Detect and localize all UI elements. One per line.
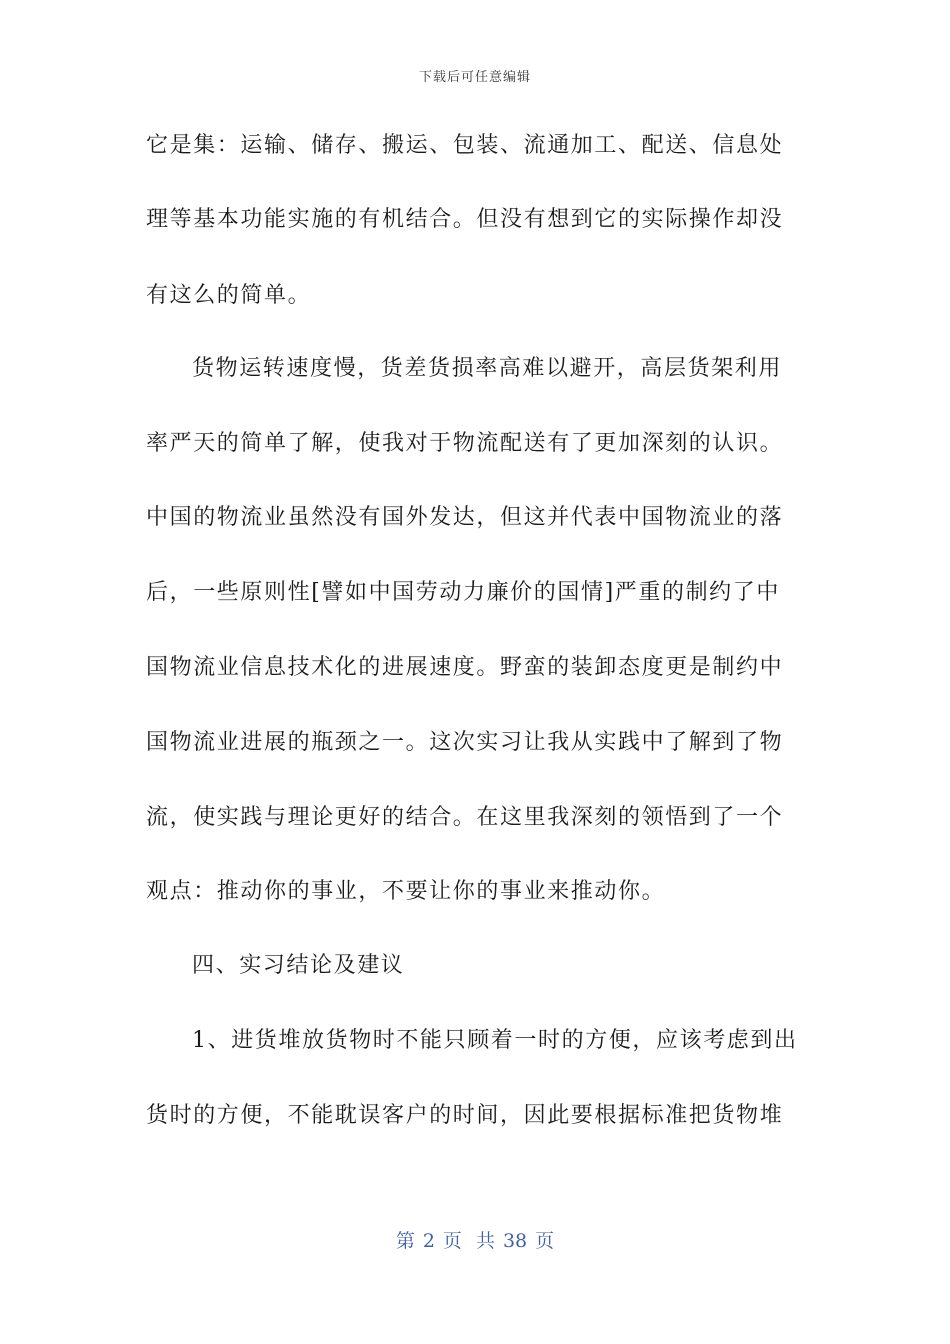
text-line: 货时的方便，不能耽误客户的时间，因此要根据标准把货物堆 <box>146 1103 784 1128</box>
text-line: 率严天的简单了解，使我对于物流配送有了更加深刻的认识。 <box>146 431 784 456</box>
footer-pages-label: 页 <box>535 1230 555 1252</box>
paragraph-start-line: 货物运转速度慢，货差货损率高难以避开，高层货架利用 <box>192 356 783 381</box>
footer-of-label: 页 共 <box>442 1230 495 1252</box>
footer-current-page: 2 <box>422 1230 435 1252</box>
text-line: 国物流业进展的瓶颈之一。这次实习让我从实践中了解到了物 <box>146 730 784 755</box>
text-line: 后，一些原则性[譬如中国劳动力廉价的国情]严重的制约了中 <box>146 580 780 605</box>
text-line: 它是集：运输、储存、搬运、包装、流通加工、配送、信息处 <box>146 133 784 158</box>
footer-page-label: 第 <box>395 1230 415 1252</box>
paragraph-start-line: 1、进货堆放货物时不能只顾着一时的方便，应该考虑到出 <box>192 1028 798 1053</box>
footer-total-pages: 38 <box>502 1230 528 1252</box>
page-header: 下载后可任意编辑 <box>418 70 531 85</box>
text-line: 流，使实践与理论更好的结合。在这里我深刻的领悟到了一个 <box>146 805 784 830</box>
section-heading: 四、实习结论及建议 <box>192 953 405 978</box>
page-footer <box>0 1226 950 1253</box>
text-line: 国物流业信息技术化的进展速度。野蛮的装卸态度更是制约中 <box>146 655 784 680</box>
text-line: 观点：推动你的事业，不要让你的事业来推动你。 <box>146 879 666 904</box>
text-line: 中国的物流业虽然没有国外发达，但这并代表中国物流业的落 <box>146 505 784 530</box>
text-line: 理等基本功能实施的有机结合。但没有想到它的实际操作却没 <box>146 207 784 232</box>
text-line: 有这么的简单。 <box>146 283 312 308</box>
